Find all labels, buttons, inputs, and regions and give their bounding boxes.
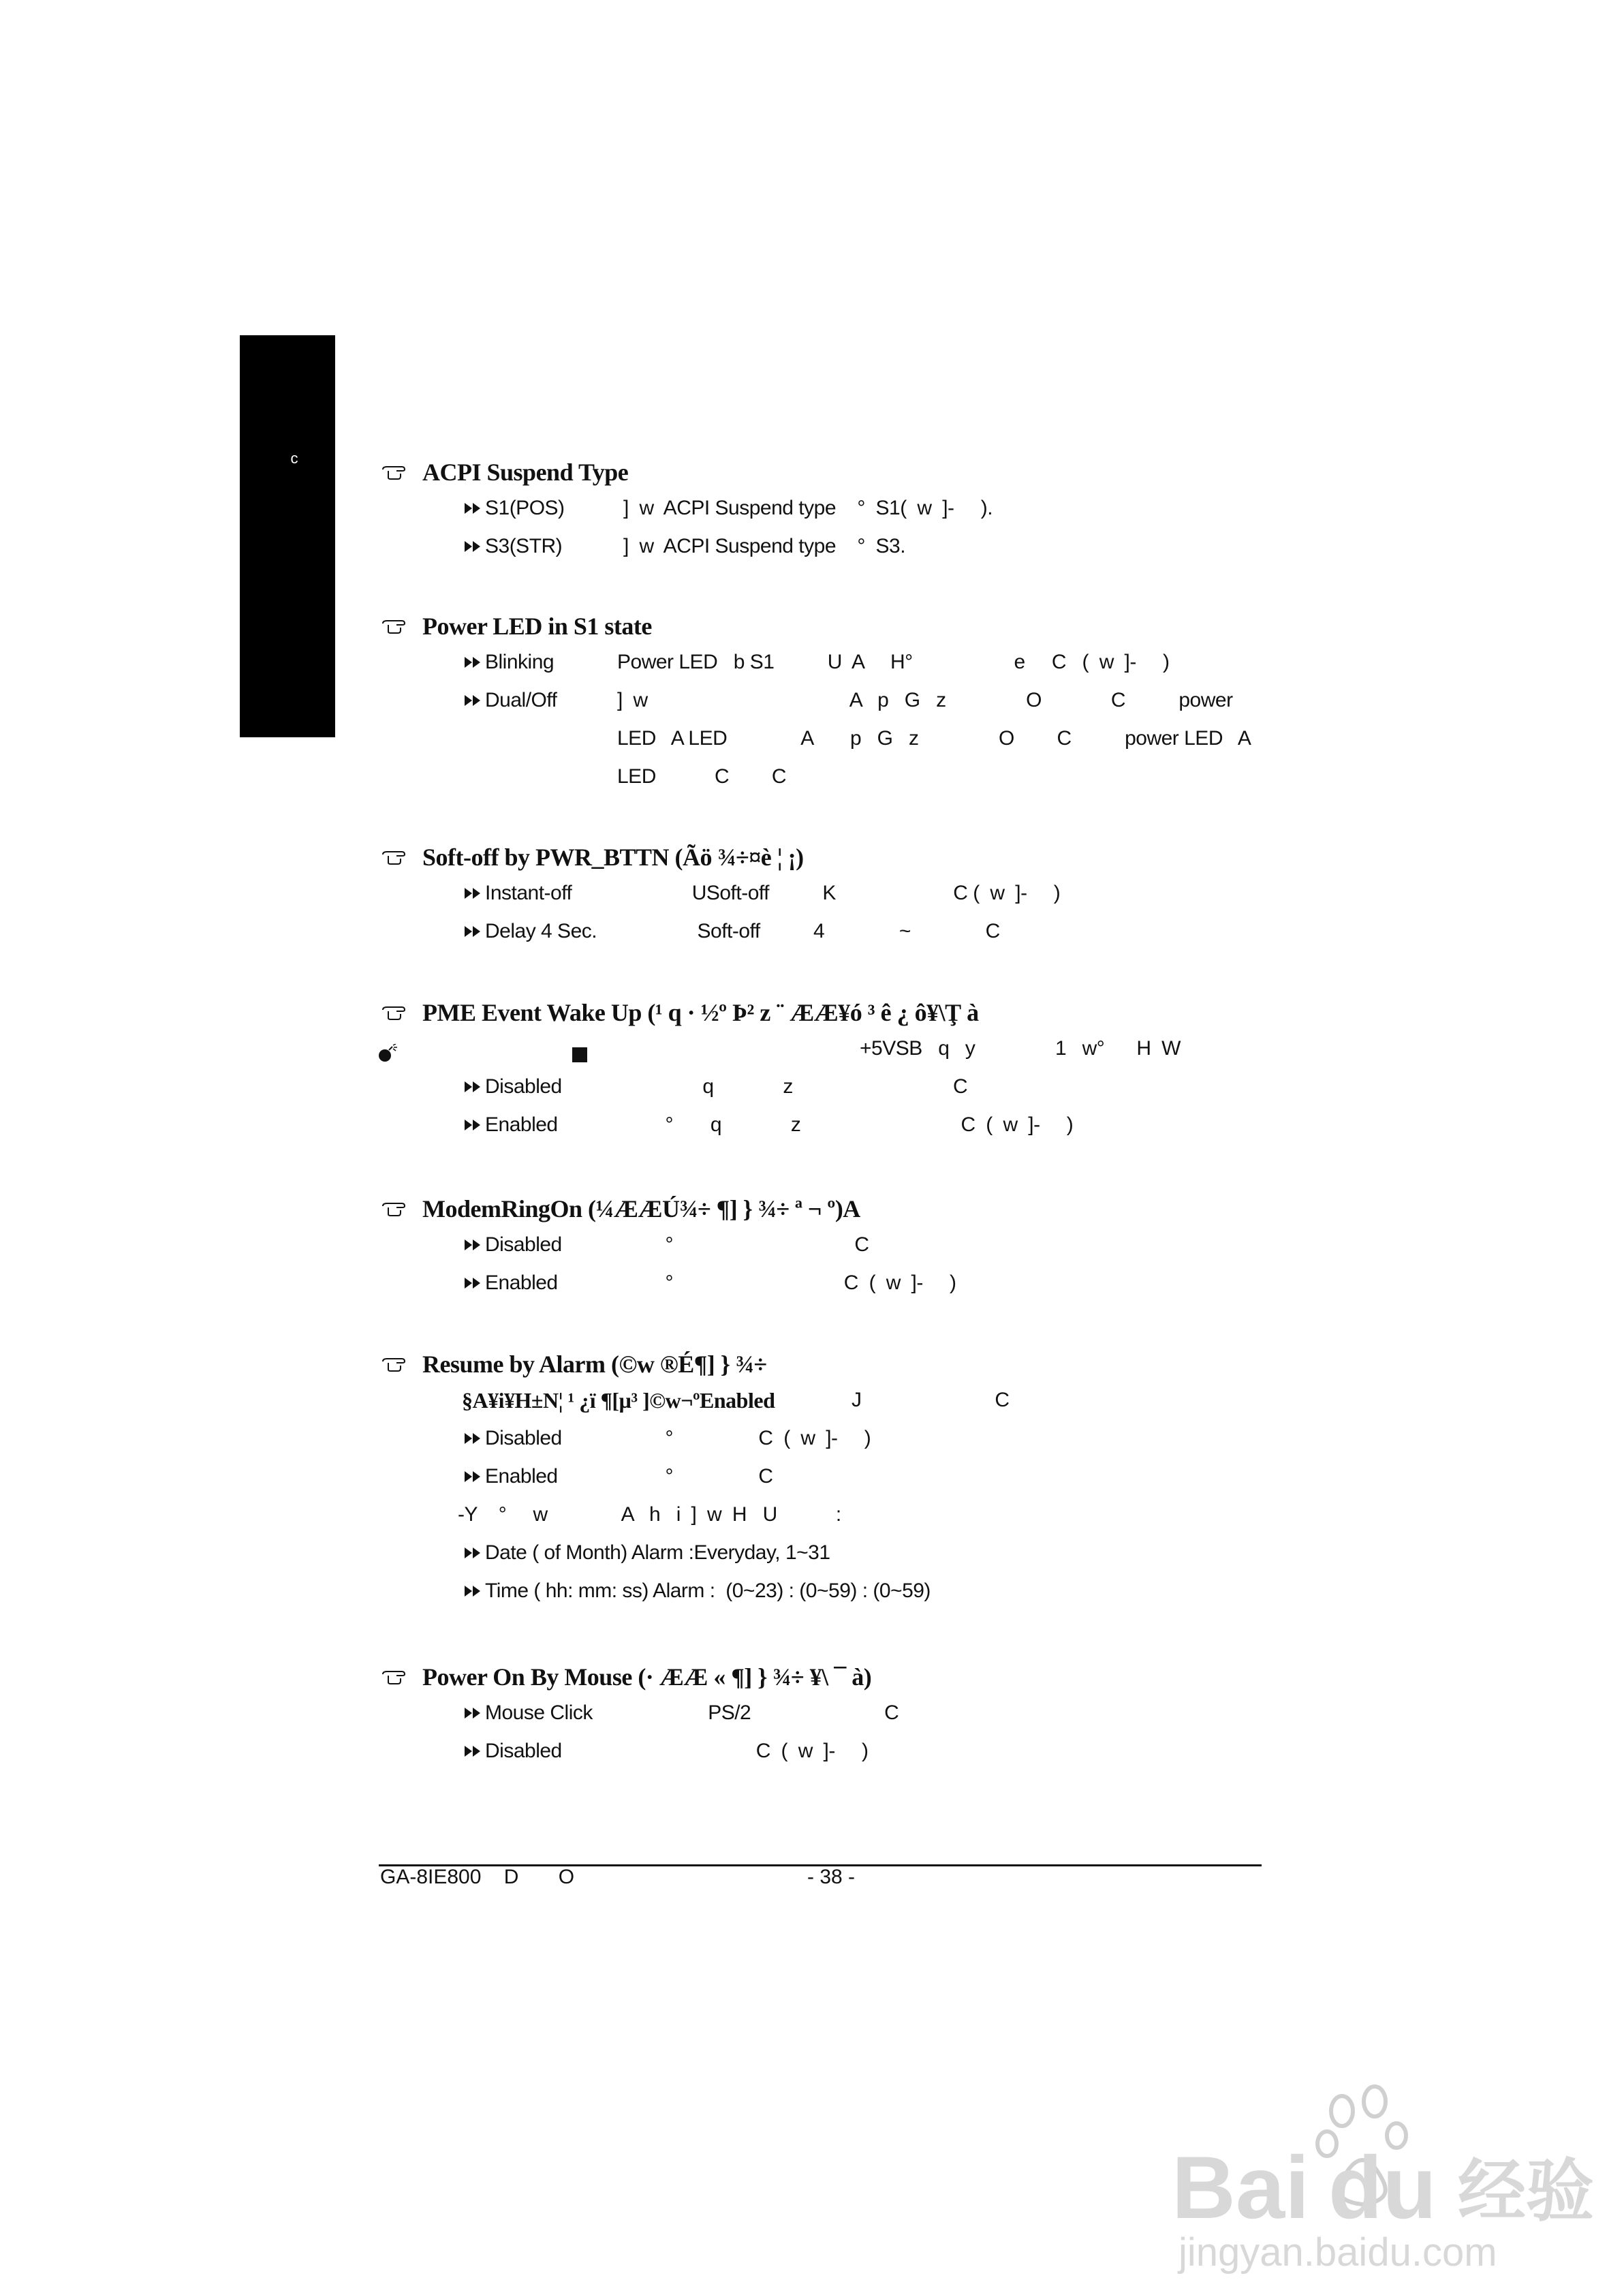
option-description: q z C [617,1075,968,1098]
option-name: Date ( of Month) Alarm :Everyday, 1~31 [485,1541,830,1564]
watermark-brand: Bai [1172,2138,1310,2237]
double-arrow-bullet-icon [463,1584,484,1598]
section-heading [381,609,1267,643]
double-arrow-bullet-icon [463,1470,484,1483]
double-arrow-bullet-icon [463,1546,484,1560]
option-description: ° q z C ( w ]- ) [617,1113,1074,1136]
pointing-hand-icon [381,1201,410,1217]
intro-row [381,1381,1267,1419]
option-name: Enabled [485,1113,558,1136]
square-bullet-icon [572,1047,587,1062]
pointing-hand-icon [381,464,410,480]
option-row [381,1458,1267,1496]
option-description: Soft-off 4 ~ C [617,920,1000,942]
option-name: Instant-off [485,882,572,904]
section-heading-text: PME Event Wake Up (¹ q · ½º Þ² z ¨ ÆÆ¥ó ³ ê ¿ ô¥\Ţ à [422,999,979,1026]
double-arrow-bullet-icon [463,1118,484,1132]
note-row [381,1030,1267,1068]
sub-note-text: -Y ° w A h i ] w H U : [458,1503,841,1526]
option-row [381,489,1267,527]
watermark-brand-cn: 经验 [1458,2153,1594,2230]
double-arrow-bullet-icon [463,1432,484,1445]
double-arrow-bullet-icon [463,540,484,553]
section-heading-text: Resume by Alarm (©w ®É¶] } ¾÷ [422,1351,767,1378]
option-description: PS/2 C [617,1701,899,1724]
double-arrow-bullet-icon [463,887,484,900]
double-arrow-bullet-icon [463,1276,484,1290]
option-row [381,1264,1267,1302]
option-name: Time ( hh: mm: ss) Alarm : (0~23) : (0~59) : (0~59) [485,1580,931,1602]
intro-tail-text: J C [852,1389,1010,1411]
section-pme-event-wake-up [381,996,1267,1144]
option-description: ] w A p G z O C power [617,689,1233,711]
page-number: - 38 - [807,1866,856,1888]
option-row [381,1419,1267,1458]
warning-bomb-icon [376,1044,399,1063]
pointing-hand-icon [381,1356,410,1372]
double-arrow-bullet-icon [463,656,484,669]
double-arrow-bullet-icon [463,1744,484,1758]
section-heading-text: Soft-off by PWR_BTTN (Ãö ¾÷¤è ¦ ¡) [422,844,804,871]
section-heading [381,455,1267,489]
chapter-side-tab [240,335,335,737]
option-name: S1(POS) [485,497,565,519]
section-heading-text: Power LED in S1 state [422,613,652,640]
watermark-url: jingyan.baidu.com [1178,2230,1497,2275]
note-text: +5VSB q y 1 w° H W [860,1037,1181,1060]
double-arrow-bullet-icon [463,694,484,707]
double-arrow-bullet-icon [463,1706,484,1720]
section-heading [381,996,1267,1030]
option-name: Blinking [485,651,555,673]
option-description: Power LED b S1 U A H° e C ( w ]- ) [617,651,1170,673]
sub-note-row [381,1496,1267,1534]
option-name: Enabled [485,1272,558,1294]
option-name: Disabled [485,1075,562,1098]
double-arrow-bullet-icon [463,502,484,515]
option-continuation: LED C C [617,765,787,788]
option-description: ° C [617,1233,869,1256]
option-row [381,1732,1267,1770]
option-row [381,874,1267,912]
option-row [381,681,1267,720]
option-row [381,1226,1267,1264]
option-row [381,643,1267,681]
section-heading-text: ACPI Suspend Type [422,459,629,486]
section-power-on-by-mouse [381,1660,1267,1770]
section-power-led-s1 [381,609,1267,796]
option-description: ° C [617,1465,773,1488]
double-arrow-bullet-icon [463,925,484,938]
footer-model: GA-8IE800 D O [380,1866,575,1888]
option-row [381,1694,1267,1732]
section-heading [381,1347,1267,1381]
double-arrow-bullet-icon [463,1238,484,1252]
option-description: ° C ( w ]- ) [617,1427,871,1449]
double-arrow-bullet-icon [463,1080,484,1094]
option-name: Mouse Click [485,1701,593,1724]
pointing-hand-icon [381,1004,410,1021]
option-description: ] w ACPI Suspend type ° S3. [623,535,906,557]
section-acpi-suspend-type [381,455,1267,566]
option-name: Disabled [485,1233,562,1256]
option-row [381,1106,1267,1144]
section-modem-ring-on [381,1192,1267,1302]
option-row [381,1572,1267,1610]
option-row [381,1068,1267,1106]
section-heading [381,1660,1267,1694]
section-heading [381,1192,1267,1226]
option-description: ] w ACPI Suspend type ° S1( w ]- ). [623,497,993,519]
option-name: Delay 4 Sec. [485,920,597,942]
option-row [381,912,1267,951]
section-heading-text: Power On By Mouse (· ÆÆ « ¶] } ¾÷ ¥\ ¯ à) [422,1663,872,1691]
option-name: Enabled [485,1465,558,1488]
option-row [381,1534,1267,1572]
section-heading [381,840,1267,874]
section-heading-text: ModemRingOn (¼ÆÆÚ¾÷ ¶] } ¾÷ ª ¬ º)A [422,1195,860,1222]
pointing-hand-icon [381,849,410,865]
option-description: C ( w ]- ) [617,1740,869,1762]
pointing-hand-icon [381,618,410,634]
option-description: USoft-off K C ( w ]- ) [617,882,1061,904]
option-description: ° C ( w ]- ) [617,1272,956,1294]
pointing-hand-icon [381,1669,410,1685]
section-soft-off-pwr-bttn [381,840,1267,951]
option-name: Dual/Off [485,689,557,711]
intro-text: §A¥i¥H±N¦ ¹ ¿ï ¶[µ³ ]©w¬ºEnabled [462,1387,775,1413]
baidu-jingyan-watermark [1158,2078,1608,2276]
option-name: Disabled [485,1740,562,1762]
section-resume-by-alarm [381,1347,1267,1610]
option-row [381,527,1267,566]
option-continuation: LED A LED A p G z O C power LED A [617,727,1251,750]
watermark-brand2: du [1328,2138,1437,2237]
chapter-side-tab-label: c [290,450,298,467]
option-name: S3(STR) [485,535,563,557]
option-name: Disabled [485,1427,562,1449]
